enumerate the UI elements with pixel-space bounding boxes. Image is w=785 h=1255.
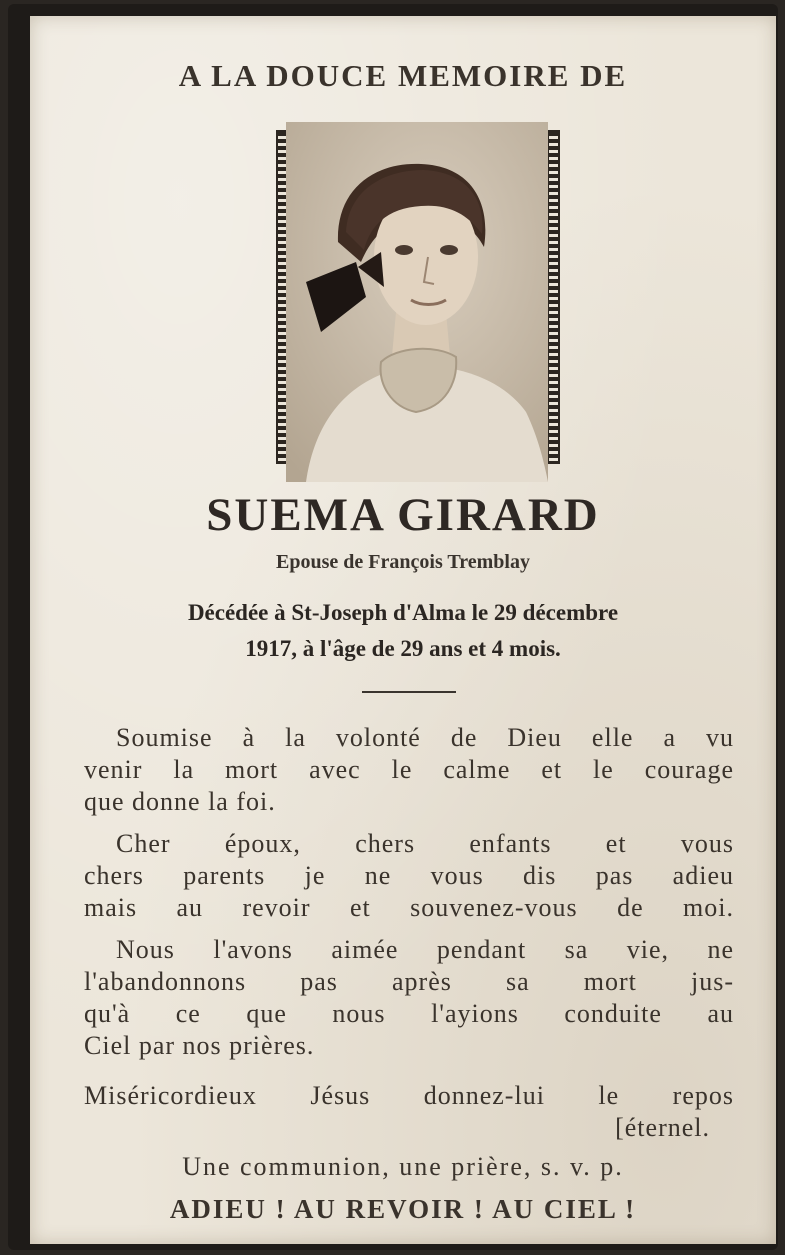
paragraph-line: Soumise à la volonté de Dieu elle a vu — [116, 723, 734, 752]
deceased-name: SUEMA GIRARD — [206, 489, 600, 541]
paragraph-line: l'abandonnons pas après sa mort jus- — [84, 967, 734, 996]
portrait-photo — [286, 122, 548, 482]
paragraph-2 — [84, 828, 734, 924]
paragraph-line: Ciel par nos prières. — [84, 1031, 315, 1060]
paragraph-line: [éternel. — [615, 1113, 710, 1142]
paragraph-line: venir la mort avec le calme et le courage — [84, 755, 734, 784]
frame-border-right — [549, 132, 558, 462]
paragraph-3 — [84, 934, 734, 1062]
portrait-illustration — [286, 122, 548, 482]
paragraph-line: que donne la foi. — [84, 787, 276, 816]
paragraph-line: chers parents je ne vous dis pas adieu — [84, 861, 734, 890]
divider — [362, 691, 456, 693]
spouse-line: Epouse de François Tremblay — [276, 551, 530, 573]
paragraph-line: qu'à ce que nous l'ayions conduite au — [84, 999, 734, 1028]
death-line-2: 1917, à l'âge de 29 ans et 4 mois. — [245, 636, 561, 661]
memorial-card — [8, 4, 778, 1250]
paragraph-4 — [84, 1080, 734, 1144]
death-line-1: Décédée à St-Joseph d'Alma le 29 décembre — [187, 600, 619, 625]
paragraph-line: Miséricordieux Jésus donnez-lui le repos — [84, 1081, 734, 1110]
paragraph-line: mais au revoir et souvenez-vous de moi. — [84, 893, 734, 922]
card-heading: A LA DOUCE MEMOIRE DE — [178, 58, 628, 93]
closing-request: Une communion, une prière, s. v. p. — [182, 1152, 624, 1181]
paragraph-line: Cher époux, chers enfants et vous — [116, 829, 734, 858]
paragraph-1 — [84, 722, 734, 818]
closing-farewell: ADIEU ! AU REVOIR ! AU CIEL ! — [169, 1194, 637, 1224]
card-paper — [30, 16, 776, 1244]
paragraph-line: Nous l'avons aimée pendant sa vie, ne — [116, 935, 734, 964]
photo-frame — [274, 122, 556, 482]
